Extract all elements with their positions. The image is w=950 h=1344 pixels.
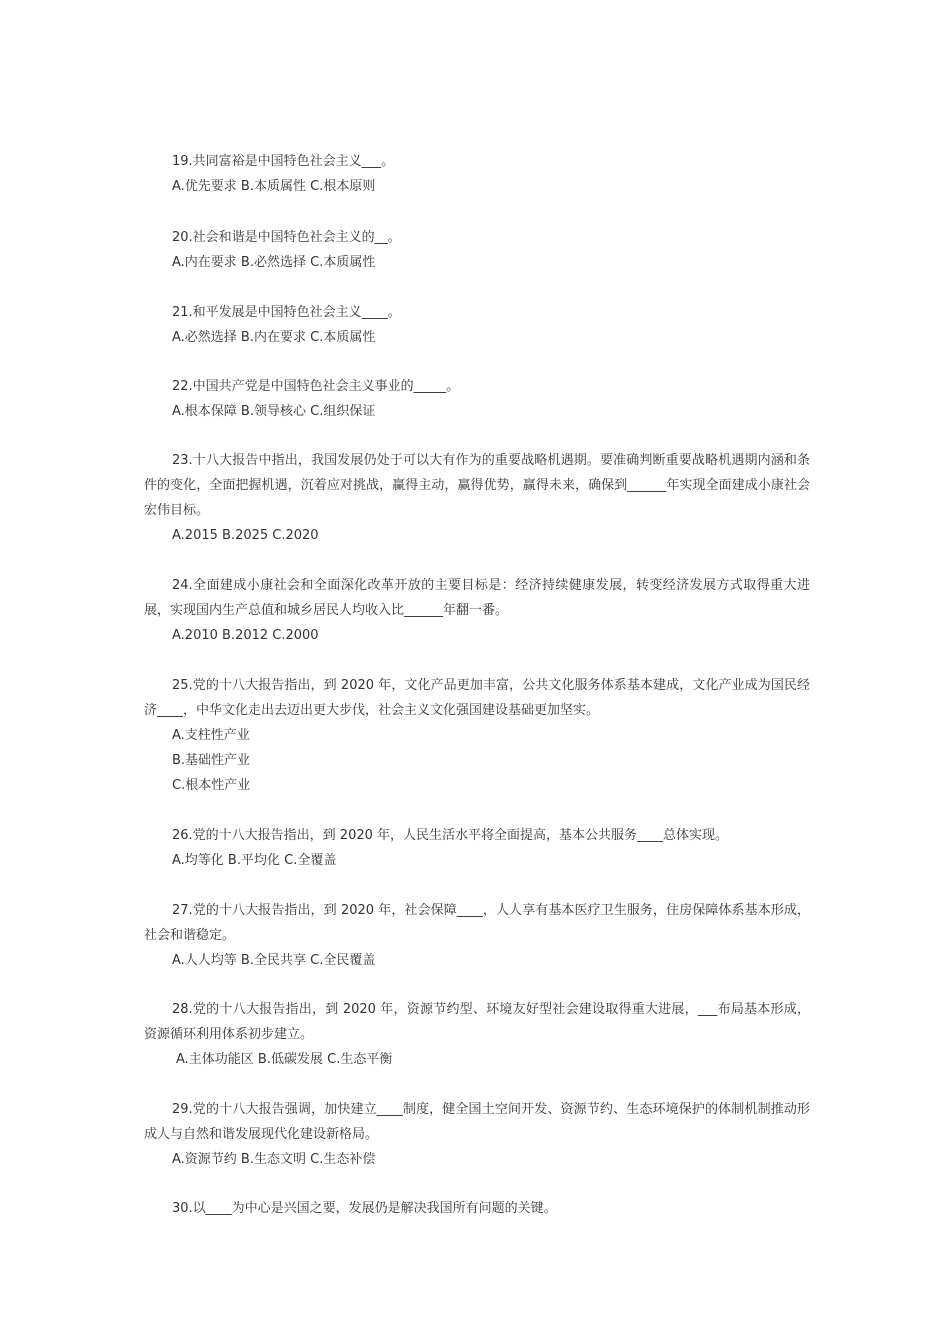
- question-text: 22.中国共产党是中国特色社会主义事业的_____。: [172, 379, 460, 394]
- option-line: A.根本保障 B.领导核心 C.组织保证: [172, 404, 376, 419]
- question-text: 26.党的十八大报告指出，到 2020 年，人民生活水平将全面提高，基本公共服务____总体实现。: [172, 828, 729, 843]
- question-21: [144, 300, 810, 350]
- question-22: [144, 374, 810, 424]
- question-26: [144, 823, 810, 873]
- option-line: A.主体功能区 B.低碳发展 C.生态平衡: [176, 1052, 393, 1067]
- option-line: A.均等化 B.平均化 C.全覆盖: [172, 853, 337, 868]
- option-line: A.优先要求 B.本质属性 C.根本原则: [172, 179, 376, 194]
- question-28: [144, 997, 810, 1072]
- question-29: [144, 1097, 810, 1172]
- option-line: A.2015 B.2025 C.2020: [172, 528, 319, 543]
- option-b: B.基础性产业: [172, 753, 251, 768]
- question-text: 20.社会和谐是中国特色社会主义的__。: [172, 230, 401, 245]
- document-page: [144, 149, 810, 1221]
- question-text: 24.全面建成小康社会和全面深化改革开放的主要目标是：经济持续健康发展，转变经济发展方式取得重大进展，实现国内生产总值和城乡居民人均收入比______年翻一番。: [144, 578, 810, 618]
- question-text: 30.以____为中心是兴国之要，发展仍是解决我国所有问题的关键。: [172, 1201, 557, 1216]
- question-text: 27.党的十八大报告指出，到 2020 年，社会保障____，人人享有基本医疗卫生服务，住房保障体系基本形成，社会和谐稳定。: [144, 903, 810, 943]
- question-text: 29.党的十八大报告强调，加快建立____制度，健全国土空间开发、资源节约、生态环境保护的体制机制推动形成人与自然和谐发展现代化建设新格局。: [144, 1102, 810, 1142]
- question-text: 25.党的十八大报告指出，到 2020 年，文化产品更加丰富，公共文化服务体系基本建成，文化产业成为国民经济____，中华文化走出去迈出更大步伐，社会主义文化强国建设基础更加坚实。: [144, 678, 810, 718]
- question-text: 21.和平发展是中国特色社会主义____。: [172, 305, 401, 320]
- question-30: [144, 1196, 810, 1221]
- question-27: [144, 898, 810, 973]
- question-text: 23.十八大报告中指出，我国发展仍处于可以大有作为的重要战略机遇期。要准确判断重要战略机遇期内涵和条件的变化，全面把握机遇，沉着应对挑战，赢得主动，赢得优势，赢得未来，确保到______年实现全面建成小康社会宏伟目标。: [144, 453, 810, 518]
- question-text: 28.党的十八大报告指出，到 2020 年，资源节约型、环境友好型社会建设取得重大进展，___布局基本形成，资源循环利用体系初步建立。: [144, 1002, 810, 1042]
- question-24: [144, 573, 810, 648]
- option-line: A.2010 B.2012 C.2000: [172, 628, 319, 643]
- question-19: [144, 149, 810, 199]
- option-a: A.支柱性产业: [172, 728, 250, 743]
- option-line: A.必然选择 B.内在要求 C.本质属性: [172, 330, 376, 345]
- question-25: [144, 673, 810, 798]
- question-20: [144, 225, 810, 275]
- option-line: A.人人均等 B.全民共享 C.全民覆盖: [172, 953, 376, 968]
- question-text: 19.共同富裕是中国特色社会主义___。: [172, 154, 395, 169]
- option-line: A.内在要求 B.必然选择 C.本质属性: [172, 255, 376, 270]
- option-line: A.资源节约 B.生态文明 C.生态补偿: [172, 1152, 376, 1167]
- question-23: [144, 448, 810, 548]
- option-c: C.根本性产业: [172, 778, 251, 793]
